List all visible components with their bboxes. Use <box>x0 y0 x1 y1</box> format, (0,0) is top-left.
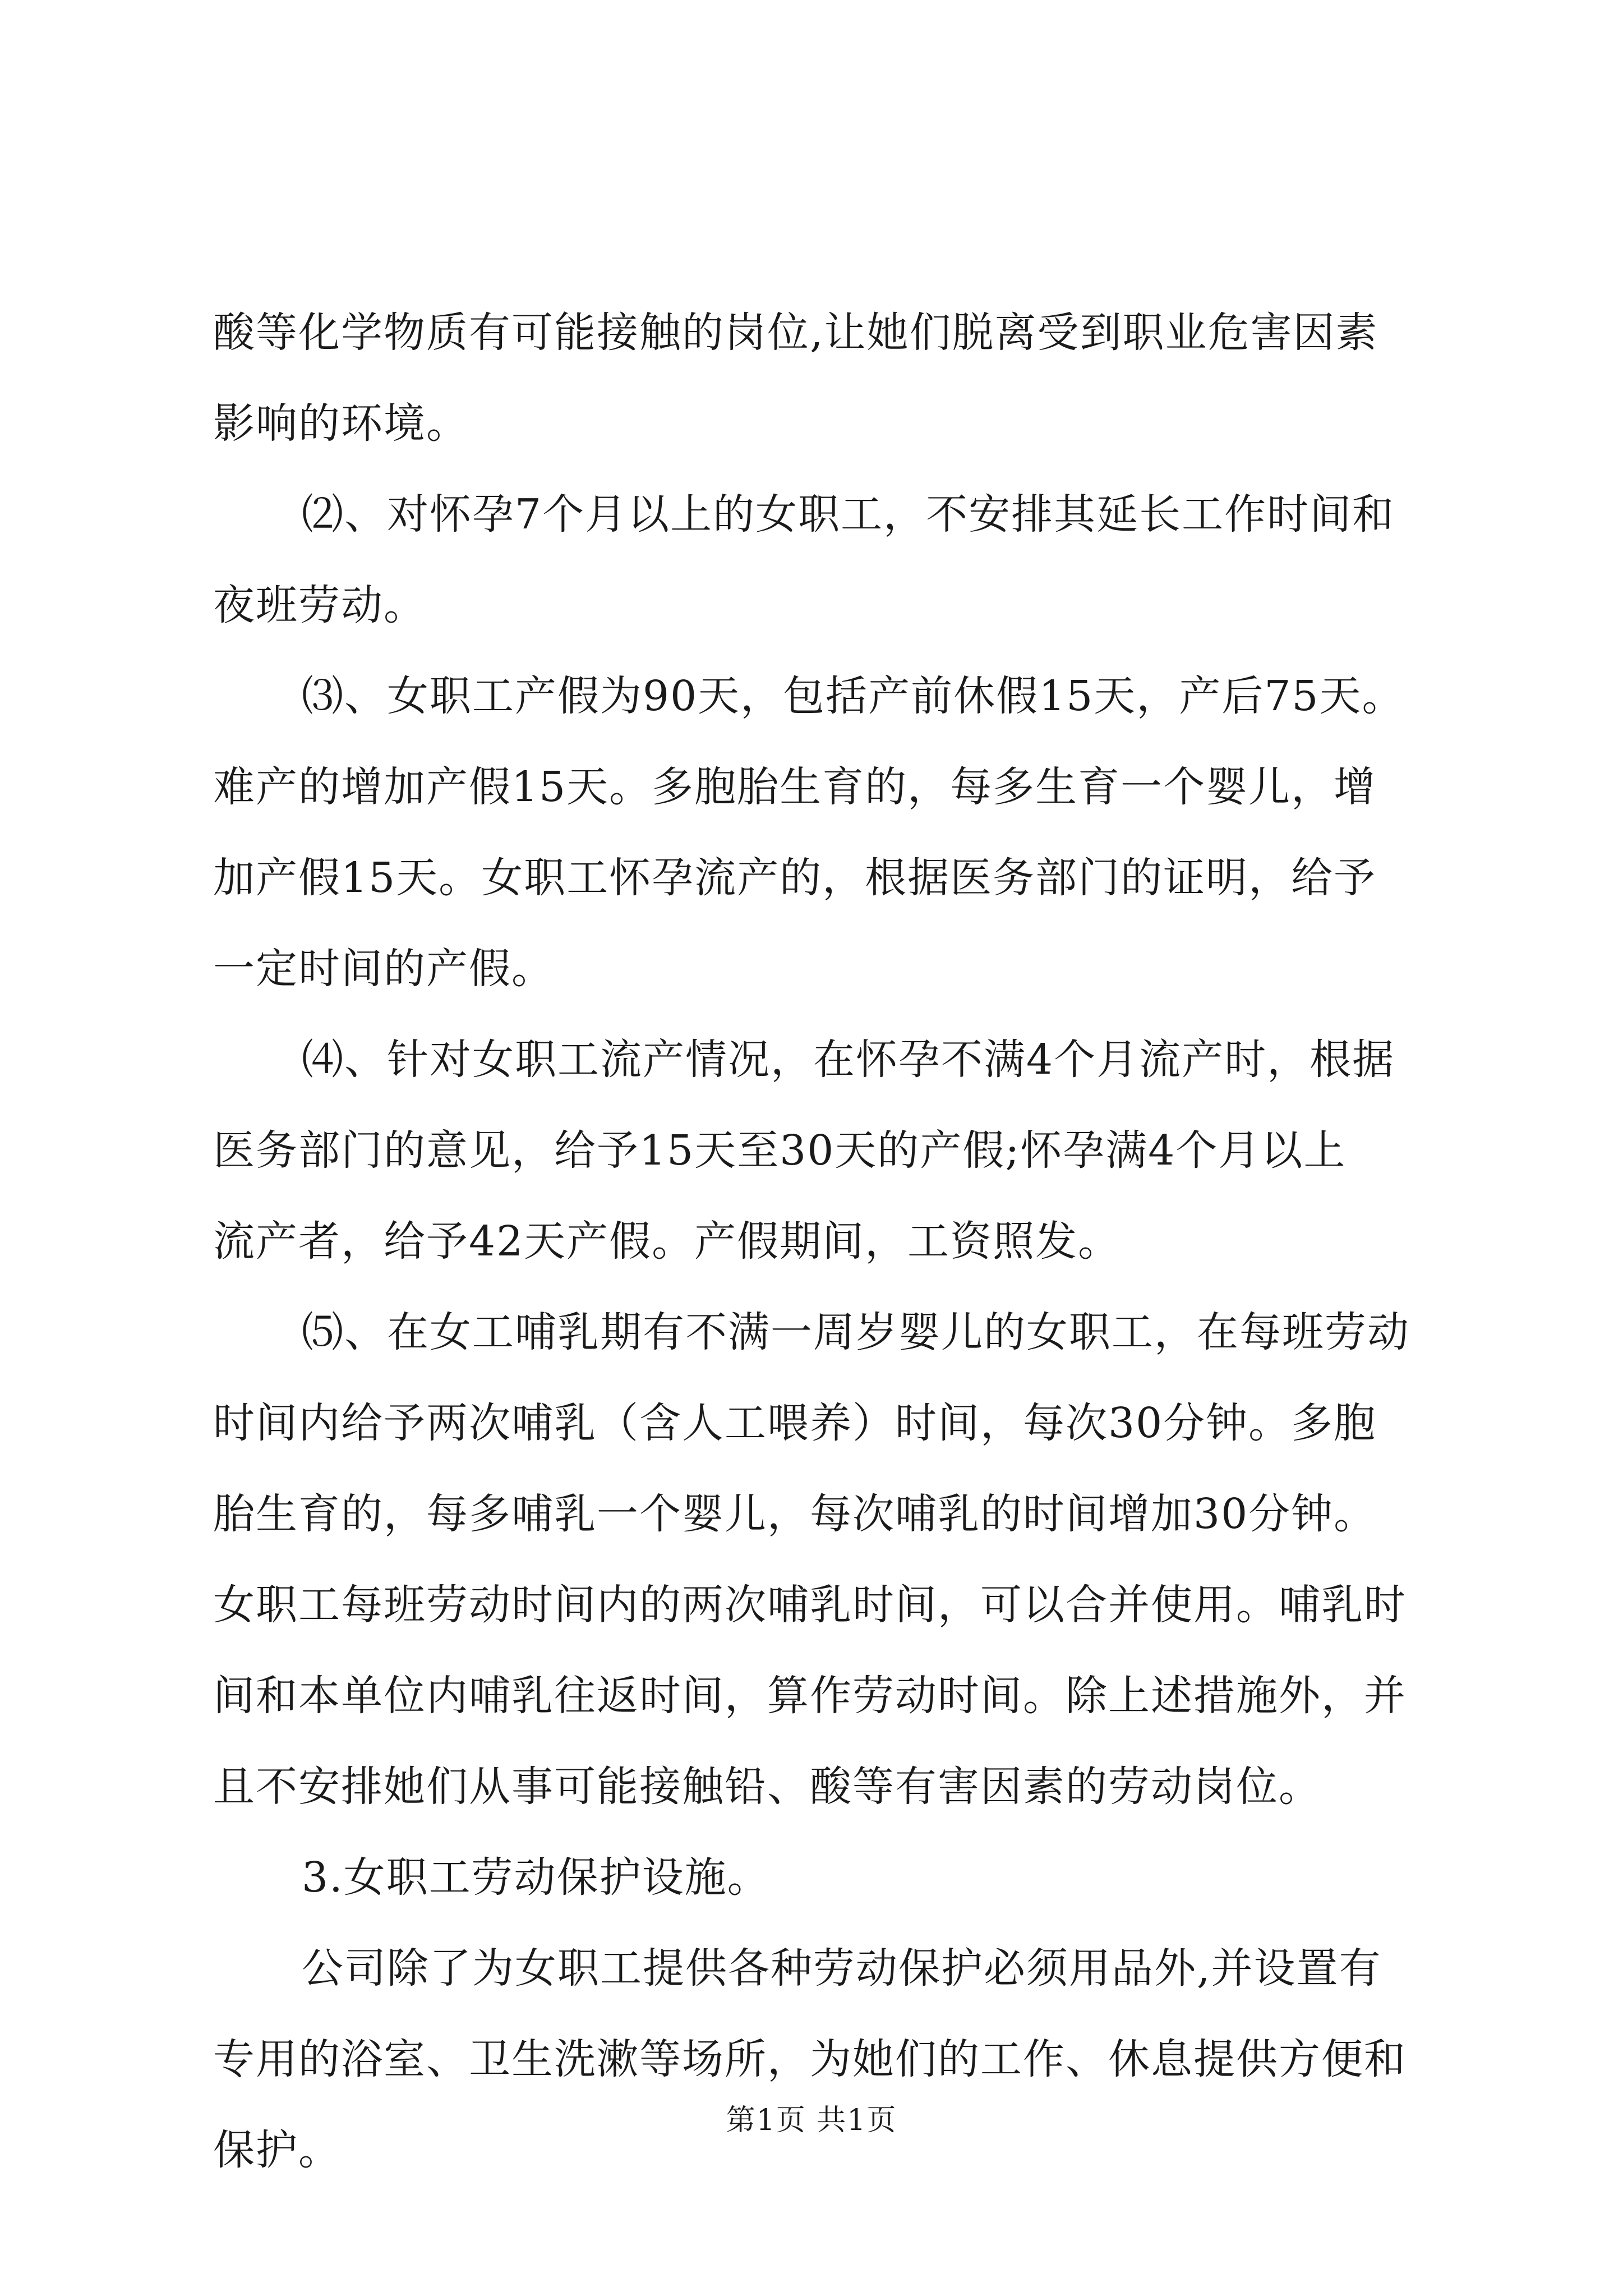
text-line: 且不安排她们从事可能接触铅、酸等有害因素的劳动岗位。 <box>213 1763 1321 1811</box>
text-line: 夜班劳动。 <box>213 581 426 629</box>
text-line: 加产假15天。女职工怀孕流产的，根据医务部门的证明，给予 <box>213 854 1377 902</box>
text-line: 难产的增加产假15天。多胞胎生育的，每多生育一个婴儿，增 <box>213 763 1377 811</box>
text-line: 专用的浴室、卫生洗漱等场所，为她们的工作、休息提供方便和 <box>213 2035 1407 2083</box>
page-footer: 第1页 共1页 <box>726 2104 897 2137</box>
document-body <box>213 287 1419 2196</box>
text-line: 影响的环境。 <box>213 399 469 448</box>
text-line: 一定时间的产假。 <box>213 945 554 993</box>
text-line: 时间内给予两次哺乳（含人工喂养）时间，每次30分钟。多胞 <box>213 1399 1377 1447</box>
text-line: ⑷、针对女职工流产情况，在怀孕不满4个月流产时，根据 <box>302 1036 1395 1084</box>
text-line: 公司除了为女职工提供各种劳动保护必须用品外,并设置有 <box>302 1944 1382 1993</box>
text-line: 保护。 <box>213 2126 341 2174</box>
text-line: 女职工每班劳动时间内的两次哺乳时间，可以合并使用。哺乳时 <box>213 1581 1407 1629</box>
text-line: ⑵、对怀孕7个月以上的女职工，不安排其延长工作时间和 <box>302 490 1395 539</box>
text-line: 流产者，给予42天产假。产假期间，工资照发。 <box>213 1217 1121 1266</box>
text-line: 间和本单位内哺乳往返时间，算作劳动时间。除上述措施外，并 <box>213 1672 1407 1720</box>
text-line: ⑸、在女工哺乳期有不满一周岁婴儿的女职工，在每班劳动 <box>302 1308 1410 1356</box>
text-line: ⑶、女职工产假为90天，包括产前休假15天，产后75天。 <box>302 672 1405 720</box>
section-heading: 3.女职工劳动保护设施。 <box>302 1853 770 1902</box>
text-line: 医务部门的意见，给予15天至30天的产假;怀孕满4个月以上 <box>213 1126 1347 1175</box>
text-line: 胎生育的，每多哺乳一个婴儿，每次哺乳的时间增加30分钟。 <box>213 1490 1377 1538</box>
text-line: 酸等化学物质有可能接触的岗位,让她们脱离受到职业危害因素 <box>213 309 1378 357</box>
